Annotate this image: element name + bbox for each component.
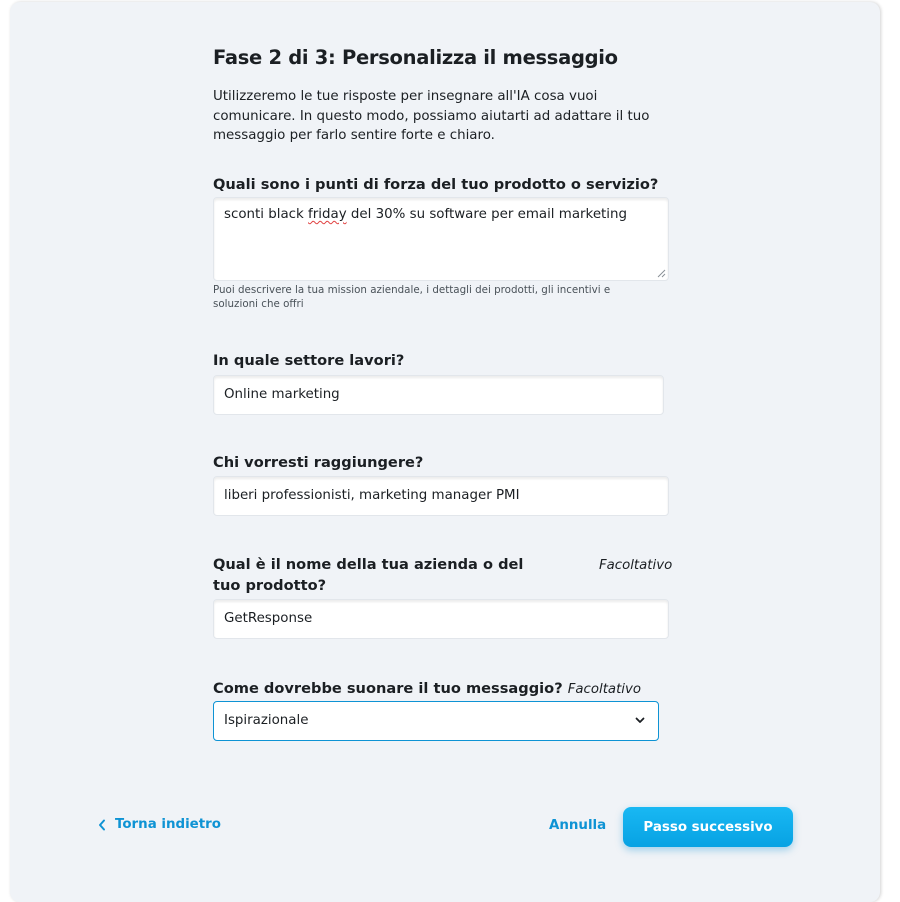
intro-text: Utilizzeremo le tue risposte per insegnare all'IA cosa vuoi comunicare. In questo modo, possiamo aiutarti ad adattare il tuo messaggio per farlo sentire forte e chiaro. — [213, 89, 650, 143]
tone-label: Come dovrebbe suonare il tuo messaggio? Facoltativo — [213, 680, 641, 697]
back-link-label: Torna indietro — [115, 817, 221, 832]
tone-select[interactable] — [213, 701, 659, 741]
strengths-label: Quali sono i punti di forza del tuo prodotto o servizio? — [213, 176, 659, 193]
industry-value: Online marketing — [224, 387, 340, 402]
industry-label: In quale settore lavori? — [213, 352, 405, 369]
next-step-button[interactable]: Passo successivo — [623, 807, 793, 847]
industry-input[interactable] — [213, 375, 664, 415]
audience-value: liberi professionisti, marketing manager PMI — [224, 488, 520, 503]
tone-optional-tag: Facoltativo — [567, 682, 641, 697]
spellcheck-word: friday — [308, 207, 347, 222]
strengths-helper: Puoi descrivere la tua mission aziendale, i dettagli dei prodotti, gli incentivi e soluzioni che offri — [213, 284, 611, 310]
strengths-textarea[interactable] — [213, 197, 669, 281]
audience-label: Chi vorresti raggiungere? — [213, 454, 424, 471]
chevron-left-icon — [98, 819, 106, 831]
audience-input[interactable] — [213, 476, 669, 516]
resize-grip-icon[interactable] — [657, 269, 666, 278]
company-optional-tag: Facoltativo — [599, 558, 673, 573]
back-link[interactable] — [98, 817, 221, 832]
company-label: Qual è il nome della tua azienda o del tuo prodotto? — [213, 556, 524, 594]
page-title: Fase 2 di 3: Personalizza il messaggio — [213, 46, 618, 69]
company-value: GetResponse — [224, 611, 313, 626]
strengths-value: sconti black friday del 30% su software per email marketing — [224, 207, 628, 222]
chevron-down-icon — [634, 714, 646, 726]
cancel-link[interactable]: Annulla — [549, 818, 607, 833]
company-input[interactable] — [213, 599, 669, 639]
tone-selected-value: Ispirazionale — [224, 713, 309, 728]
